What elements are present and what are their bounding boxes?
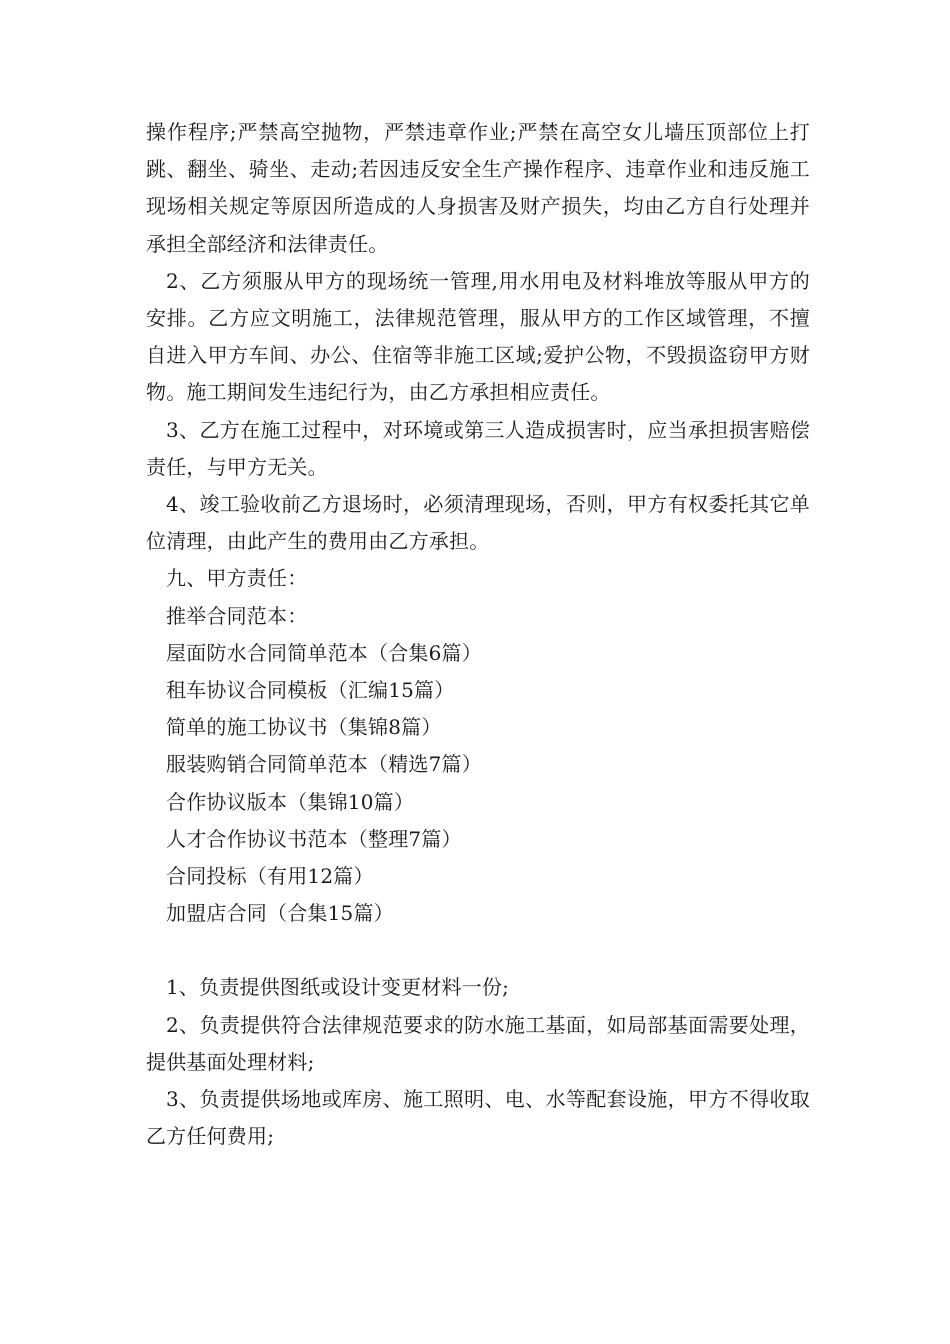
paragraph-item-3: 3、乙方在施工过程中，对环境或第三人造成损害时，应当承担损害赔偿责任，与甲方无关。 xyxy=(146,417,810,479)
list-item xyxy=(146,746,810,783)
recommendation-link[interactable]: 简单的施工协议书（集锦8篇） xyxy=(166,715,442,740)
section-heading: 九、甲方责任： xyxy=(166,566,308,591)
list-item xyxy=(146,635,810,672)
paragraph-party-a-3: 3、负责提供场地或库房、施工照明、电、水等配套设施，甲方不得收取乙方任何费用; xyxy=(146,1087,810,1149)
paragraph-item-4: 4、竣工验收前乙方退场时，必须清理现场，否则，甲方有权委托其它单位清理，由此产生的费用由乙方承担。 xyxy=(146,492,810,554)
list-item xyxy=(146,821,810,858)
recommendation-link[interactable]: 合同投标（有用12篇） xyxy=(166,864,374,889)
list-item xyxy=(146,709,810,746)
blank-line xyxy=(146,932,810,969)
paragraph-item-2: 2、乙方须服从甲方的现场统一管理,用水用电及材料堆放等服从甲方的安排。乙方应文明施工，法律规范管理，服从甲方的工作区域管理，不擅自进入甲方车间、办公、住宿等非施工区域;爱护公物，不毁损盗窃甲方财物。施工期间发生违纪行为，由乙方承担相应责任。 xyxy=(146,268,810,405)
recommendation-link[interactable]: 人才合作协议书范本（整理7篇） xyxy=(166,826,462,851)
paragraph-continued: 操作程序;严禁高空抛物，严禁违章作业;严禁在高空女儿墙压顶部位上打跳、翻坐、骑坐、走动;若因违反安全生产操作程序、违章作业和违反施工现场相关规定等原因所造成的人身损害及财产损失，均由乙方自行处理并承担全部经济和法律责任。 xyxy=(146,120,810,256)
list-item xyxy=(146,784,810,821)
paragraph-party-a-1: 1、负责提供图纸或设计变更材料一份; xyxy=(166,975,510,1000)
list-item xyxy=(146,672,810,709)
recommendation-list xyxy=(146,635,810,933)
recommend-heading: 推举合同范本： xyxy=(166,603,308,628)
recommendation-link[interactable]: 屋面防水合同简单范本（合集6篇） xyxy=(166,640,482,665)
recommendation-link[interactable]: 加盟店合同（合集15篇） xyxy=(166,901,394,926)
paragraph-party-a-2: 2、负责提供符合法律规范要求的防水施工基面，如局部基面需要处理，提供基面处理材料; xyxy=(146,1012,810,1074)
recommendation-link[interactable]: 合作协议版本（集锦10篇） xyxy=(166,789,415,814)
list-item xyxy=(146,858,810,895)
document-page xyxy=(146,114,810,1155)
recommendation-link[interactable]: 租车协议合同模板（汇编15篇） xyxy=(166,678,455,703)
list-item xyxy=(146,895,810,932)
recommendation-link[interactable]: 服装购销合同简单范本（精选7篇） xyxy=(166,752,482,777)
